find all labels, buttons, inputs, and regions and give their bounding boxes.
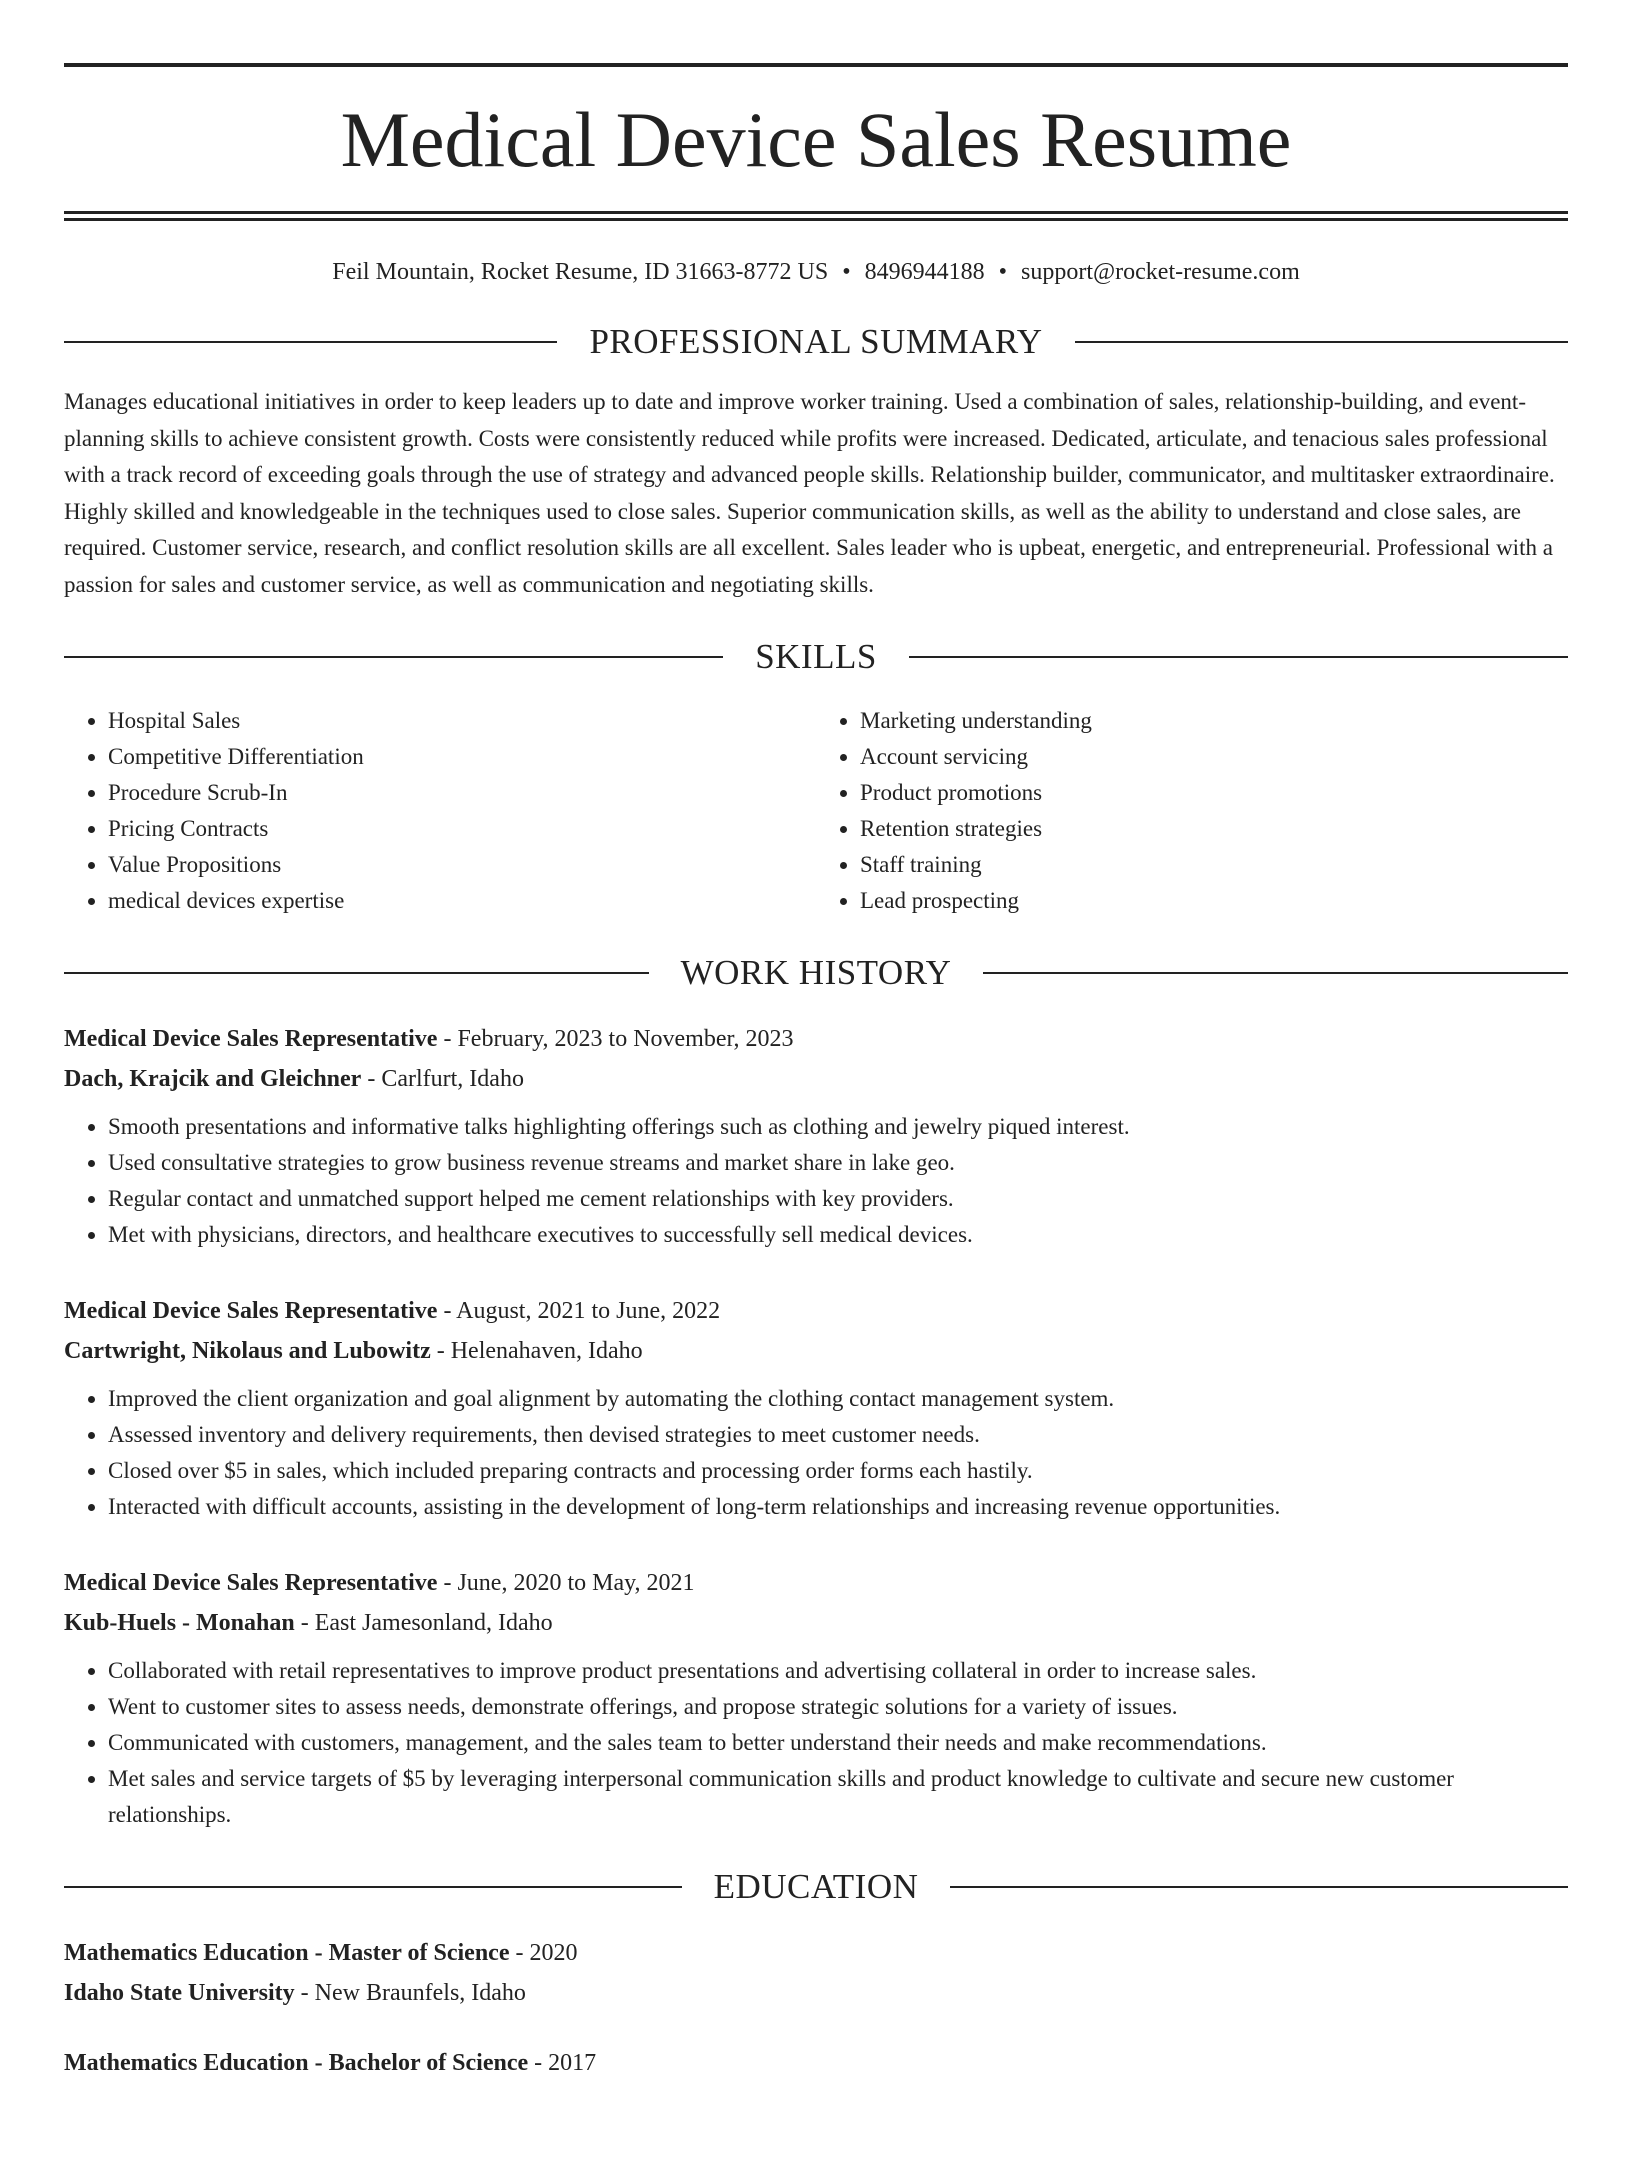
skill-item: • Account servicing	[860, 739, 1568, 775]
job-company: Cartwright, Nikolaus and Lubowitz	[64, 1338, 431, 1365]
skill-item: • medical devices expertise	[108, 883, 816, 919]
section-divider	[1075, 341, 1568, 343]
job-role: Medical Device Sales Representative	[64, 1298, 438, 1325]
job-bullet: • Regular contact and unmatched support helped me cement relationships with key providers.	[108, 1181, 1568, 1217]
job-bullets	[64, 1653, 1568, 1833]
education-entry	[64, 2043, 1568, 2083]
resume-page	[0, 63, 1632, 2175]
job-role: Medical Device Sales Representative	[64, 1570, 438, 1597]
education-section-title: EDUCATION	[713, 1867, 919, 1907]
job-role-line	[64, 1019, 1568, 1059]
job-bullets	[64, 1109, 1568, 1253]
education-degree-line	[64, 2043, 1568, 2083]
education-location: - New Braunfels, Idaho	[294, 1980, 526, 2007]
skills-section-header	[64, 637, 1568, 677]
job-bullet: • Smooth presentations and informative talks highlighting offerings such as clothing and jewelry piqued interest.	[108, 1109, 1568, 1145]
job-company-line	[64, 1331, 1568, 1371]
skills-list	[64, 703, 1568, 919]
skill-item: • Retention strategies	[860, 811, 1568, 847]
work-section-title: WORK HISTORY	[680, 953, 952, 993]
section-divider	[909, 656, 1568, 658]
job-entry	[64, 1563, 1568, 1833]
work-section-header	[64, 953, 1568, 993]
job-role: Medical Device Sales Representative	[64, 1026, 438, 1053]
job-bullet: • Closed over $5 in sales, which included preparing contracts and processing order forms each hastily.	[108, 1453, 1568, 1489]
job-company: Dach, Krajcik and Gleichner	[64, 1066, 362, 1093]
skill-item: • Product promotions	[860, 775, 1568, 811]
job-dates: - June, 2020 to May, 2021	[437, 1570, 695, 1597]
job-bullets	[64, 1381, 1568, 1525]
section-divider	[64, 972, 649, 974]
section-divider	[64, 656, 723, 658]
job-bullet: • Assessed inventory and delivery requirements, then devised strategies to meet customer needs.	[108, 1417, 1568, 1453]
education-degree: Mathematics Education - Bachelor of Science	[64, 2050, 529, 2077]
job-location: - Carlfurt, Idaho	[361, 1066, 524, 1093]
education-entry	[64, 1933, 1568, 2013]
job-bullet: • Met with physicians, directors, and healthcare executives to successfully sell medical devices.	[108, 1217, 1568, 1253]
skills-column-left	[64, 703, 816, 919]
job-entry	[64, 1291, 1568, 1525]
job-bullet: • Used consultative strategies to grow business revenue streams and market share in lake geo.	[108, 1145, 1568, 1181]
job-location: - East Jamesonland, Idaho	[294, 1610, 553, 1637]
skill-item: • Marketing understanding	[860, 703, 1568, 739]
skill-item: • Pricing Contracts	[108, 811, 816, 847]
skill-item: • Competitive Differentiation	[108, 739, 816, 775]
job-bullet: • Communicated with customers, management, and the sales team to better understand their needs and make recommendations.	[108, 1725, 1568, 1761]
education-school-line	[64, 1973, 1568, 2013]
job-bullet: • Went to customer sites to assess needs, demonstrate offerings, and propose strategic solutions for a variety of issues.	[108, 1689, 1568, 1725]
contact-separator: •	[842, 259, 851, 285]
summary-section-header	[64, 322, 1568, 362]
summary-section-title: PROFESSIONAL SUMMARY	[589, 322, 1043, 362]
contact-line	[64, 257, 1568, 288]
job-dates: - August, 2021 to June, 2022	[437, 1298, 721, 1325]
education-year: - 2020	[509, 1940, 578, 1967]
contact-separator: •	[998, 259, 1008, 285]
job-company-line	[64, 1603, 1568, 1643]
job-role-line	[64, 1563, 1568, 1603]
job-company: Kub-Huels - Monahan	[64, 1610, 295, 1637]
job-dates: - February, 2023 to November, 2023	[437, 1026, 794, 1053]
skill-item: • Staff training	[860, 847, 1568, 883]
job-bullet: • Collaborated with retail representatives to improve product presentations and advertising collateral in order to increase sales.	[108, 1653, 1568, 1689]
job-bullet: • Met sales and service targets of $5 by leveraging interpersonal communication skills and product knowledge to cultivate and secure new customer relationships.	[108, 1761, 1568, 1833]
education-degree-line	[64, 1933, 1568, 1973]
skill-item: • Procedure Scrub-In	[108, 775, 816, 811]
job-bullet: • Improved the client organization and goal alignment by automating the clothing contact management system.	[108, 1381, 1568, 1417]
contact-email: support@rocket-resume.com	[1021, 259, 1300, 285]
skill-item: • Hospital Sales	[108, 703, 816, 739]
section-divider	[983, 972, 1568, 974]
contact-address: Feil Mountain, Rocket Resume, ID 31663-8772 US	[332, 259, 829, 285]
skills-section-title: SKILLS	[755, 637, 877, 677]
skill-item: • Lead prospecting	[860, 883, 1568, 919]
summary-text: Manages educational initiatives in order to keep leaders up to date and improve worker training. Used a combination of sales, relationship-building, and event-planning skills to achieve consistent growth. Costs were consistently reduced while profits were increased. Dedicated, articulate, and tenacious sales professional with a track record of exceeding goals through the use of strategy and advanced people skills. Relationship builder, communicator, and multitasker extraordinaire. Highly skilled and knowledgeable in the techniques used to close sales. Superior communication skills, as well as the ability to understand and close sales, are required. Customer service, research, and conflict resolution skills are all excellent. Sales leader who is upbeat, energetic, and entrepreneurial. Professional with a passion for sales and customer service, as well as communication and negotiating skills.	[64, 389, 1555, 597]
title-double-rule	[64, 211, 1568, 221]
skills-column-right	[816, 703, 1568, 919]
top-rule	[64, 63, 1568, 67]
job-entry	[64, 1019, 1568, 1253]
job-location: - Helenahaven, Idaho	[430, 1338, 643, 1365]
job-company-line	[64, 1059, 1568, 1099]
job-bullet: • Interacted with difficult accounts, assisting in the development of long-term relationships and increasing revenue opportunities.	[108, 1489, 1568, 1525]
job-role-line	[64, 1291, 1568, 1331]
education-year: - 2017	[528, 2050, 597, 2077]
education-section-header	[64, 1867, 1568, 1907]
contact-phone: 8496944188	[864, 259, 985, 285]
education-school: Idaho State University	[64, 1980, 295, 2007]
section-divider	[64, 341, 557, 343]
section-divider	[950, 1886, 1568, 1888]
section-divider	[64, 1886, 682, 1888]
skill-item: • Value Propositions	[108, 847, 816, 883]
resume-title: Medical Device Sales Resume	[340, 96, 1292, 183]
education-degree: Mathematics Education - Master of Science	[64, 1940, 510, 1967]
